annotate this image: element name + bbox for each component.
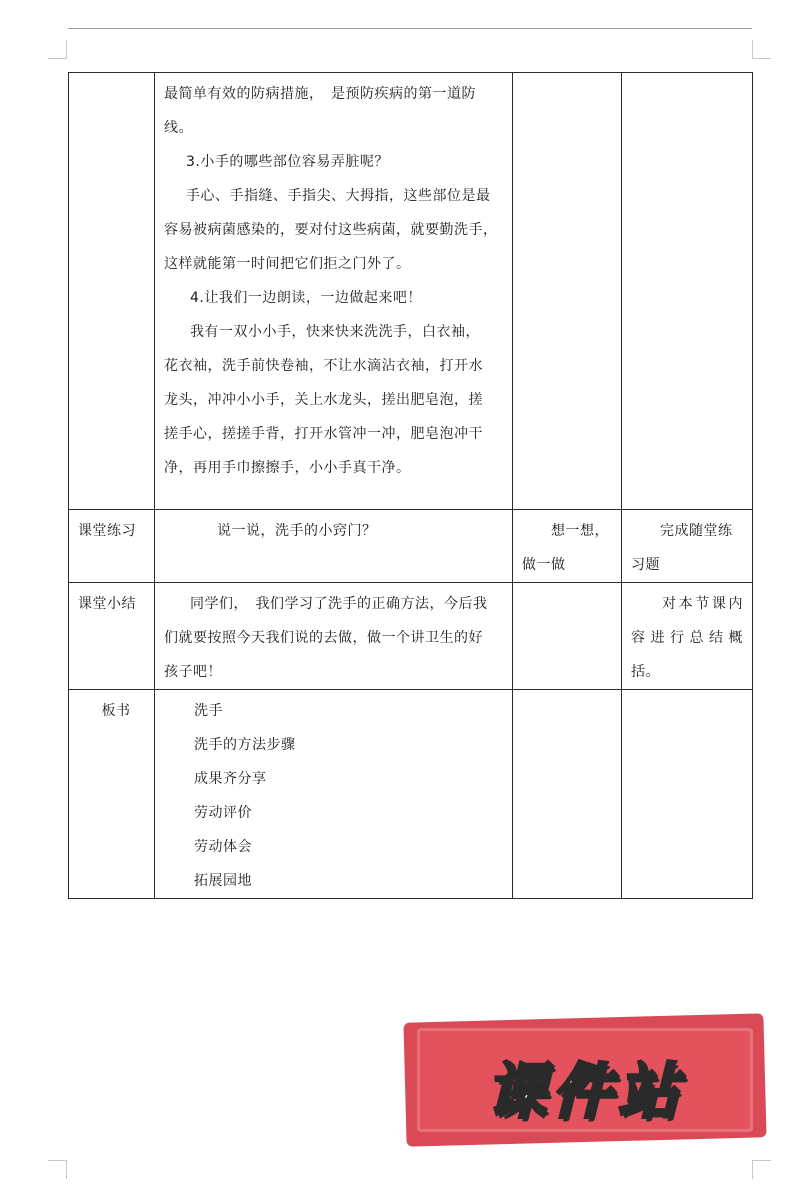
content-line: 这样就能第一时间把它们拒之门外了。 bbox=[164, 256, 411, 272]
design-intent-cell bbox=[622, 73, 753, 510]
row-label-cell bbox=[69, 510, 155, 583]
board-item: 劳动体会 bbox=[194, 839, 252, 855]
student-activity-cell bbox=[513, 583, 622, 690]
content-line: 容易被病菌感染的，要对付这些病菌，就要勤洗手， bbox=[164, 222, 498, 238]
page-corner-mark bbox=[48, 1160, 67, 1179]
watermark-text: 课件站 bbox=[486, 1057, 684, 1127]
design-intent-cell bbox=[622, 690, 753, 899]
question-heading: 4.让我们一边朗读，一边做起来吧！ bbox=[190, 290, 422, 306]
student-activity-line: 做一做 bbox=[522, 557, 566, 573]
board-item: 劳动评价 bbox=[194, 805, 252, 821]
question-heading: 3.小手的哪些部位容易弄脏呢？ bbox=[186, 154, 389, 170]
board-item: 拓展园地 bbox=[194, 873, 252, 889]
table-row bbox=[69, 73, 753, 510]
page-corner-mark bbox=[48, 40, 67, 59]
row-label-cell bbox=[69, 690, 155, 899]
content-line: 龙头，冲冲小小手，关上水龙头，搓出肥皂泡，搓 bbox=[164, 392, 483, 408]
content-cell bbox=[155, 73, 513, 510]
student-activity-cell bbox=[513, 73, 622, 510]
content-line: 们就要按照今天我们说的去做，做一个讲卫生的好 bbox=[164, 630, 483, 646]
page-corner-mark bbox=[752, 1160, 771, 1179]
content-line: 手心、手指缝、手指尖、大拇指，这些部位是最 bbox=[186, 188, 491, 204]
page-corner-mark bbox=[752, 40, 771, 59]
content-line: 最简单有效的防病措施， 是预防疾病的第一道防 bbox=[164, 86, 476, 102]
row-label: 课堂小结 bbox=[78, 596, 136, 612]
content-line: 说一说，洗手的小窍门？ bbox=[217, 523, 377, 539]
lesson-plan-table bbox=[68, 72, 753, 899]
row-label-cell bbox=[69, 583, 155, 690]
design-intent-line: 习题 bbox=[631, 557, 660, 573]
row-label: 课堂练习 bbox=[78, 523, 136, 539]
design-intent-cell bbox=[622, 510, 753, 583]
student-activity-cell bbox=[513, 510, 622, 583]
content-line: 线。 bbox=[164, 120, 193, 136]
content-line: 搓手心，搓搓手背，打开水管冲一冲，肥皂泡冲干 bbox=[164, 426, 483, 442]
row-label: 板书 bbox=[101, 703, 131, 719]
content-line: 同学们， 我们学习了洗手的正确方法，今后我 bbox=[190, 596, 488, 612]
page-top-rule bbox=[68, 28, 752, 29]
design-intent-line: 对本节课内 bbox=[662, 596, 743, 612]
board-item: 成果齐分享 bbox=[194, 771, 267, 787]
content-cell bbox=[155, 583, 513, 690]
row-label-cell bbox=[69, 73, 155, 510]
board-item: 洗手的方法步骤 bbox=[194, 737, 296, 753]
content-line: 花衣袖，洗手前快卷袖，不让水滴沾衣袖，打开水 bbox=[164, 358, 483, 374]
student-activity-cell bbox=[513, 690, 622, 899]
design-intent-cell bbox=[622, 583, 753, 690]
student-activity-line: 想一想， bbox=[551, 523, 609, 539]
content-line: 我有一双小小手，快来快来洗洗手，白衣袖， bbox=[190, 324, 480, 340]
table-row bbox=[69, 690, 753, 899]
content-line: 孩子吧！ bbox=[164, 664, 222, 680]
design-intent-line: 括。 bbox=[631, 664, 660, 680]
design-intent-line: 容进行总结概 bbox=[631, 630, 743, 646]
board-item: 洗手 bbox=[194, 703, 223, 719]
content-cell bbox=[155, 510, 513, 583]
watermark-logo bbox=[405, 1018, 765, 1142]
table-row bbox=[69, 583, 753, 690]
table-row bbox=[69, 510, 753, 583]
content-cell bbox=[155, 690, 513, 899]
design-intent-line: 完成随堂练 bbox=[660, 523, 733, 539]
content-line: 净，再用手巾擦擦手，小小手真干净。 bbox=[164, 460, 411, 476]
